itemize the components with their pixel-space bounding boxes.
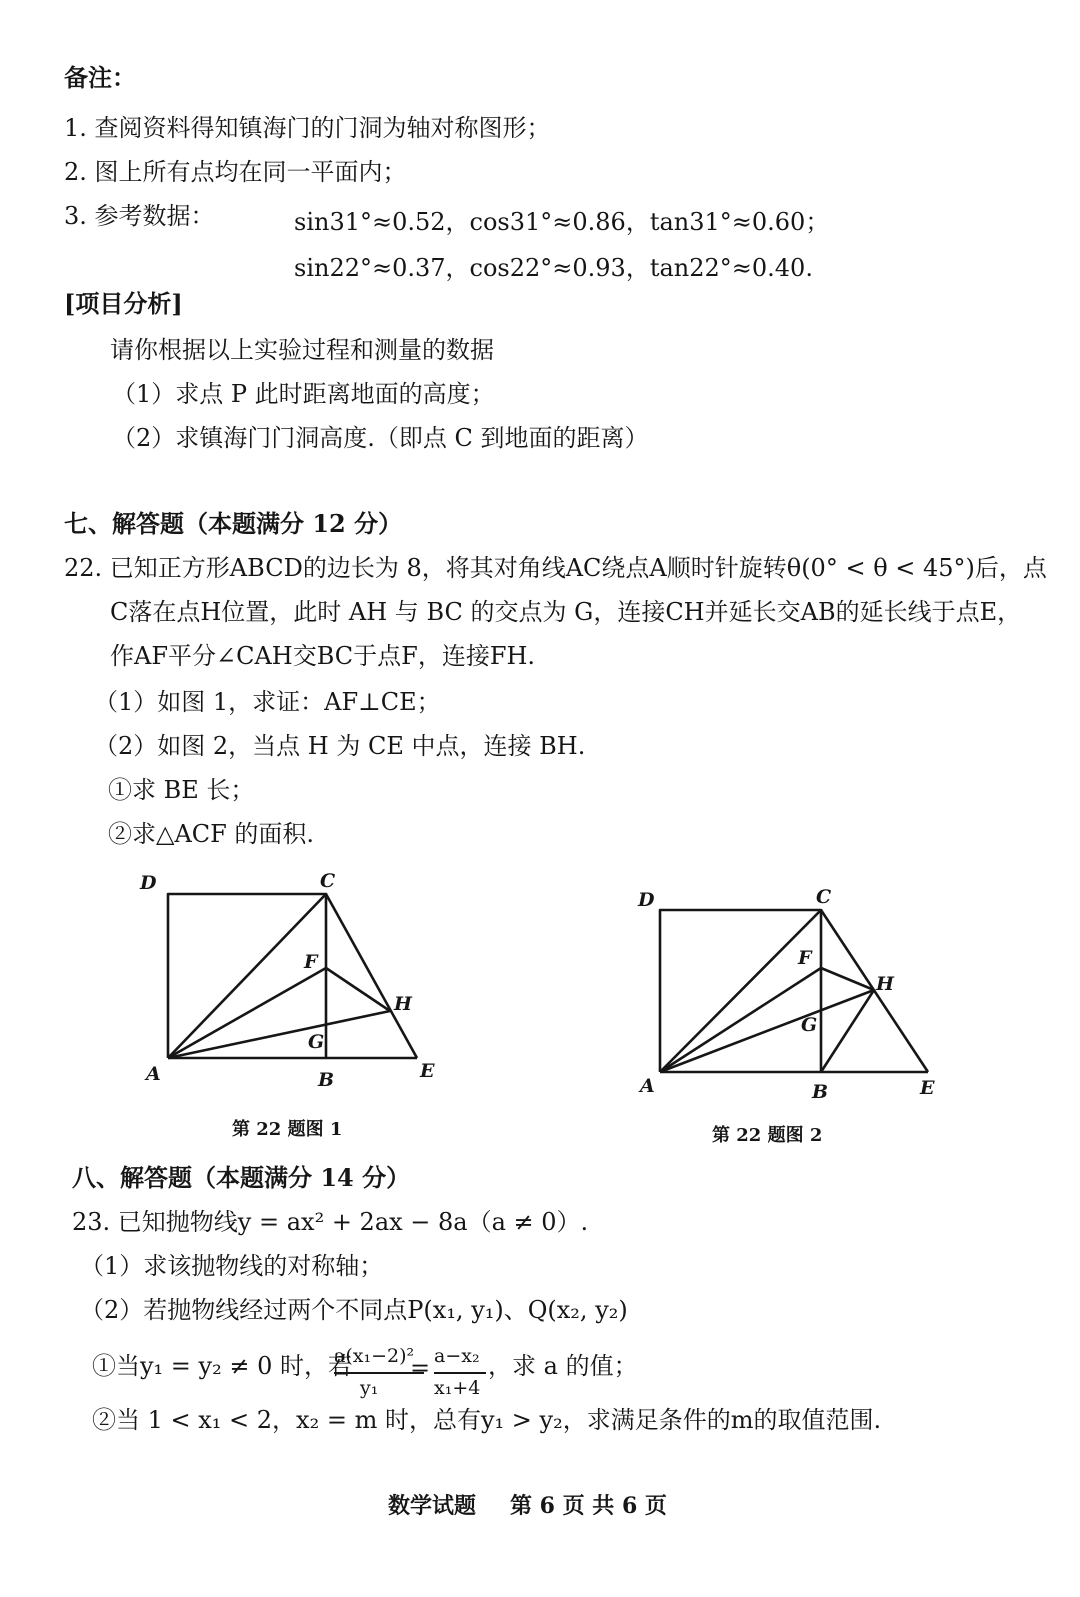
figure-22-2-caption: 第 22 题图 2 xyxy=(712,1125,823,1146)
fig1-label-f: F xyxy=(304,951,318,973)
fig2-segment-af xyxy=(660,968,821,1072)
reference-data-line-2: sin22°≈0.37，cos22°≈0.93，tan22°≈0.40. xyxy=(294,254,813,282)
fig2-segment-ac xyxy=(660,910,821,1072)
fig2-label-f: F xyxy=(798,947,812,969)
problem-23-part-2: （2）若抛物线经过两个不同点P(x₁, y₁)、Q(x₂, y₂) xyxy=(80,1296,628,1324)
fraction-1-denominator: y₁ xyxy=(360,1377,379,1399)
fraction-1-numerator: a(x₁−2)² xyxy=(334,1345,415,1367)
fig2-label-a: A xyxy=(640,1075,655,1097)
figure-22-1-caption: 第 22 题图 1 xyxy=(232,1119,343,1140)
fraction-2-numerator: a−x₂ xyxy=(434,1345,480,1367)
section-7-heading: 七、解答题（本题满分 12 分） xyxy=(64,509,403,538)
fig1-label-d: D xyxy=(140,872,157,894)
notes-item-1: 1. 查阅资料得知镇海门的门洞为轴对称图形； xyxy=(64,114,551,142)
analysis-heading: [项目分析] xyxy=(64,289,183,318)
analysis-question-1: （1）求点 P 此时距离地面的高度； xyxy=(112,380,495,408)
reference-data-line-1: sin31°≈0.52，cos31°≈0.86，tan31°≈0.60； xyxy=(294,208,830,236)
fig2-segment-ce xyxy=(821,910,928,1072)
problem-22-part-2a: ①求 BE 长； xyxy=(108,776,255,804)
fig1-segment-fh xyxy=(326,968,390,1011)
problem-22-line-1: 22. 已知正方形ABCD的边长为 8，将其对角线AC绕点A顺时针旋转θ(0° < θ < 45°)后，点 xyxy=(64,554,1047,582)
problem-22-part-2b: ②求△ACF 的面积. xyxy=(108,820,315,848)
footer-page-number: 第 6 页 共 6 页 xyxy=(510,1493,667,1519)
fig1-label-a: A xyxy=(146,1063,161,1085)
fig1-label-h: H xyxy=(394,993,412,1015)
footer-subject: 数学试题 xyxy=(388,1493,477,1519)
fig2-label-c: C xyxy=(816,886,832,908)
fig1-segment-af xyxy=(168,968,326,1058)
fraction-equals: = xyxy=(410,1354,431,1382)
notes-item-3-label: 3. 参考数据： xyxy=(64,202,215,230)
fig1-label-b: B xyxy=(318,1069,335,1091)
problem-22-line-3: 作AF平分∠CAH交BC于点F，连接FH. xyxy=(110,642,536,670)
fig2-label-d: D xyxy=(638,889,655,911)
problem-23-part-2a-suffix: ，求 a 的值； xyxy=(488,1352,638,1380)
analysis-intro: 请你根据以上实验过程和测量的数据 xyxy=(110,336,494,364)
problem-23-part-2b: ②当 1 < x₁ < 2，x₂ = m 时，总有y₁ > y₂，求满足条件的m的取值范围. xyxy=(92,1406,882,1434)
fig2-segment-ah xyxy=(660,990,874,1072)
fig1-label-g: G xyxy=(308,1031,325,1053)
fig1-square xyxy=(168,894,326,1058)
notes-item-2: 2. 图上所有点均在同一平面内； xyxy=(64,158,407,186)
fig1-label-c: C xyxy=(320,870,336,892)
analysis-question-2: （2）求镇海门门洞高度.（即点 C 到地面的距离） xyxy=(112,424,649,452)
fig2-segment-fh xyxy=(821,968,874,990)
notes-heading: 备注： xyxy=(64,63,136,92)
fig2-segment-bh xyxy=(821,990,874,1072)
fig1-segment-ac xyxy=(168,894,326,1058)
fraction-2-denominator: x₁+4 xyxy=(434,1377,481,1399)
fig2-label-b: B xyxy=(812,1081,829,1103)
fig2-square xyxy=(660,910,821,1072)
problem-23-stem: 23. 已知抛物线y = ax² + 2ax − 8a（a ≠ 0）. xyxy=(72,1208,589,1236)
problem-22-line-2: C落在点H位置，此时 AH 与 BC 的交点为 G，连接CH并延长交AB的延长线于点E， xyxy=(110,598,1022,626)
fig1-label-e: E xyxy=(420,1060,435,1082)
fig1-segment-ce xyxy=(326,894,417,1058)
problem-22-part-2: （2）如图 2，当点 H 为 CE 中点，连接 BH. xyxy=(94,732,586,760)
problem-23-part-2a-prefix: ①当y₁ = y₂ ≠ 0 时，若 xyxy=(92,1352,352,1380)
fig2-label-e: E xyxy=(920,1077,935,1099)
fig2-label-g: G xyxy=(801,1014,818,1036)
problem-22-part-1: （1）如图 1，求证：AF⊥CE； xyxy=(94,688,441,716)
problem-23-part-1: （1）求该抛物线的对称轴； xyxy=(80,1252,384,1280)
section-8-heading: 八、解答题（本题满分 14 分） xyxy=(72,1163,411,1192)
fig2-label-h: H xyxy=(876,973,894,995)
fig1-segment-ah xyxy=(168,1011,390,1058)
